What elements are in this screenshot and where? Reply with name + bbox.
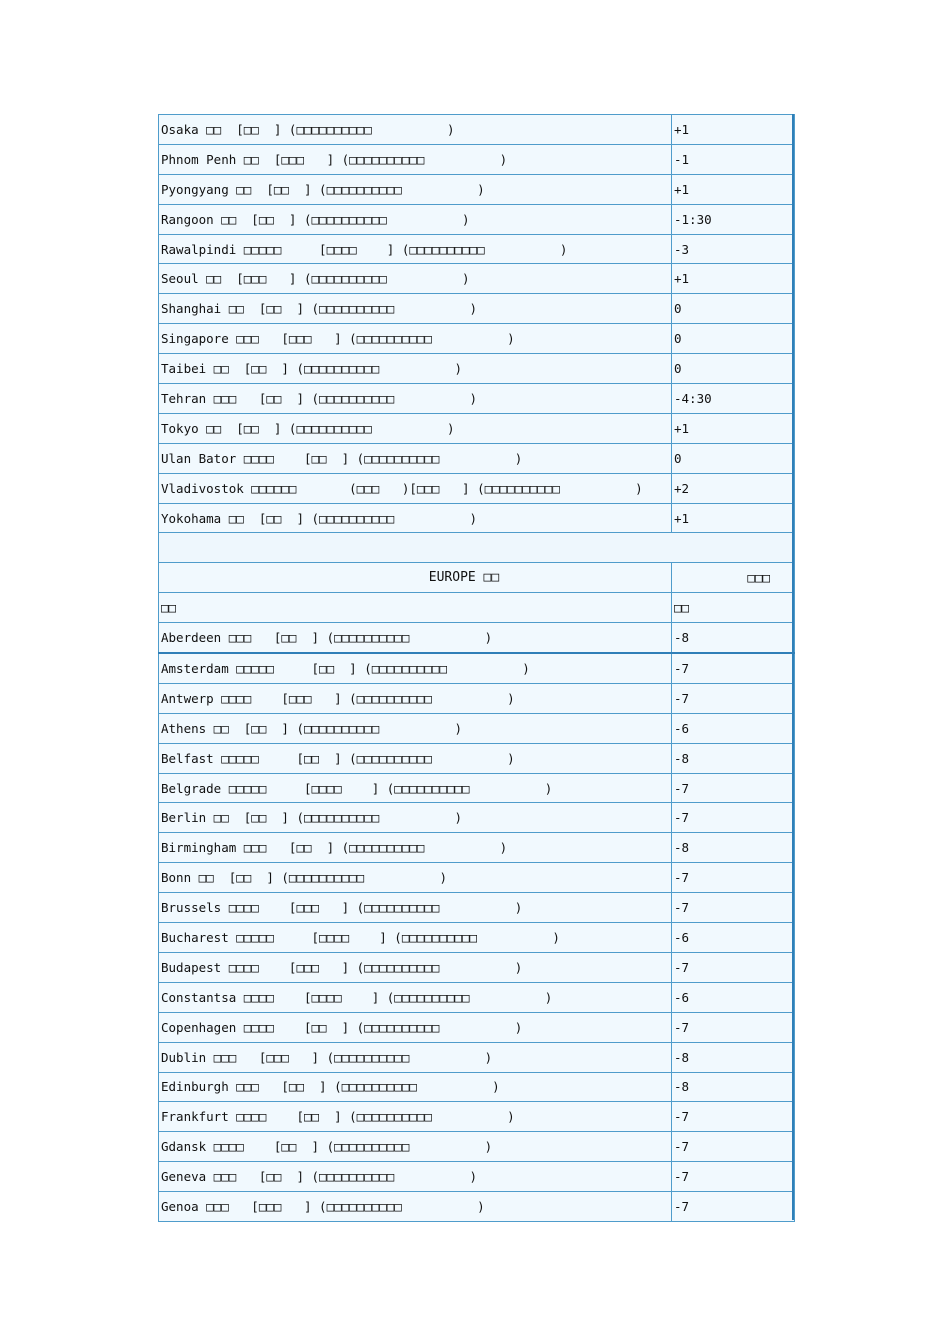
table-row <box>159 1042 795 1072</box>
table-row <box>159 1012 795 1042</box>
city-name-cell: Rangoon □□ [□□ ] (□□□□□□□□□□ ) <box>159 204 672 234</box>
asia-section <box>159 115 795 533</box>
table-row <box>159 683 795 713</box>
table-row <box>159 1192 795 1222</box>
table-row <box>159 324 795 354</box>
table-row <box>159 653 795 683</box>
diff-column-label: □□ <box>672 593 795 623</box>
table-row <box>159 1132 795 1162</box>
time-difference-cell: +1 <box>672 264 795 294</box>
city-name-cell: Tehran □□□ [□□ ] (□□□□□□□□□□ ) <box>159 384 672 414</box>
time-difference-cell: +1 <box>672 413 795 443</box>
table-row <box>159 893 795 923</box>
city-name-cell: Brussels □□□□ [□□□ ] (□□□□□□□□□□ ) <box>159 893 672 923</box>
city-name-cell: Vladivostok □□□□□□ (□□□ )[□□□ ] (□□□□□□□□□□ ) <box>159 473 672 503</box>
europe-section-title: EUROPE □□ <box>159 563 672 593</box>
time-difference-cell: +1 <box>672 174 795 204</box>
europe-header-row <box>159 563 795 593</box>
table-row <box>159 264 795 294</box>
table-row <box>159 384 795 414</box>
time-difference-cell: -7 <box>672 803 795 833</box>
city-name-cell: Osaka □□ [□□ ] (□□□□□□□□□□ ) <box>159 115 672 145</box>
table-row <box>159 174 795 204</box>
table-row <box>159 413 795 443</box>
time-difference-cell: -3 <box>672 234 795 264</box>
time-difference-cell: -7 <box>672 1012 795 1042</box>
timezone-table <box>158 114 795 1222</box>
time-difference-cell: -7 <box>672 1132 795 1162</box>
table-row <box>159 115 795 145</box>
city-name-cell: Amsterdam □□□□□ [□□ ] (□□□□□□□□□□ ) <box>159 653 672 683</box>
table-row <box>159 503 795 533</box>
table-row <box>159 354 795 384</box>
city-name-cell: Taibei □□ [□□ ] (□□□□□□□□□□ ) <box>159 354 672 384</box>
time-difference-cell: -8 <box>672 743 795 773</box>
table-row <box>159 1162 795 1192</box>
time-difference-cell: 0 <box>672 324 795 354</box>
city-name-cell: Ulan Bator □□□□ [□□ ] (□□□□□□□□□□ ) <box>159 443 672 473</box>
time-difference-cell: -7 <box>672 893 795 923</box>
city-name-cell: Genoa □□□ [□□□ ] (□□□□□□□□□□ ) <box>159 1192 672 1222</box>
city-name-cell: Tokyo □□ [□□ ] (□□□□□□□□□□ ) <box>159 413 672 443</box>
time-difference-cell: -8 <box>672 1072 795 1102</box>
city-name-cell: Seoul □□ [□□□ ] (□□□□□□□□□□ ) <box>159 264 672 294</box>
city-name-cell: Singapore □□□ [□□□ ] (□□□□□□□□□□ ) <box>159 324 672 354</box>
table-row <box>159 443 795 473</box>
city-name-cell: Copenhagen □□□□ [□□ ] (□□□□□□□□□□ ) <box>159 1012 672 1042</box>
time-difference-cell: -7 <box>672 653 795 683</box>
city-name-cell: Yokohama □□ [□□ ] (□□□□□□□□□□ ) <box>159 503 672 533</box>
time-difference-cell: +1 <box>672 503 795 533</box>
table-row <box>159 863 795 893</box>
city-name-cell: Aberdeen □□□ [□□ ] (□□□□□□□□□□ ) <box>159 623 672 653</box>
time-difference-cell: -4:30 <box>672 384 795 414</box>
time-difference-cell: -6 <box>672 713 795 743</box>
column-subheader-row <box>159 593 795 623</box>
time-difference-cell: -6 <box>672 982 795 1012</box>
table-row <box>159 204 795 234</box>
city-name-cell: Shanghai □□ [□□ ] (□□□□□□□□□□ ) <box>159 294 672 324</box>
time-difference-cell: -7 <box>672 1102 795 1132</box>
table-row <box>159 1072 795 1102</box>
time-difference-cell: -7 <box>672 1192 795 1222</box>
city-name-cell: Dublin □□□ [□□□ ] (□□□□□□□□□□ ) <box>159 1042 672 1072</box>
city-name-cell: Athens □□ [□□ ] (□□□□□□□□□□ ) <box>159 713 672 743</box>
city-name-cell: Belgrade □□□□□ [□□□□ ] (□□□□□□□□□□ ) <box>159 773 672 803</box>
section-separator <box>159 533 795 623</box>
table-row <box>159 473 795 503</box>
table-row <box>159 803 795 833</box>
city-name-cell: Phnom Penh □□ [□□□ ] (□□□□□□□□□□ ) <box>159 144 672 174</box>
time-difference-cell: 0 <box>672 354 795 384</box>
city-name-cell: Gdansk □□□□ [□□ ] (□□□□□□□□□□ ) <box>159 1132 672 1162</box>
table-row <box>159 144 795 174</box>
city-name-cell: Constantsa □□□□ [□□□□ ] (□□□□□□□□□□ ) <box>159 982 672 1012</box>
table-row <box>159 623 795 653</box>
time-difference-cell: -6 <box>672 923 795 953</box>
time-difference-cell: -8 <box>672 1042 795 1072</box>
time-difference-cell: -7 <box>672 773 795 803</box>
table-row <box>159 713 795 743</box>
table-row <box>159 743 795 773</box>
time-difference-cell: -8 <box>672 623 795 653</box>
city-name-cell: Bucharest □□□□□ [□□□□ ] (□□□□□□□□□□ ) <box>159 923 672 953</box>
city-name-cell: Pyongyang □□ [□□ ] (□□□□□□□□□□ ) <box>159 174 672 204</box>
table-row <box>159 234 795 264</box>
city-name-cell: Rawalpindi □□□□□ [□□□□ ] (□□□□□□□□□□ ) <box>159 234 672 264</box>
table-row <box>159 294 795 324</box>
time-difference-cell: -8 <box>672 833 795 863</box>
europe-section <box>159 623 795 1222</box>
time-difference-cell: +1 <box>672 115 795 145</box>
table-row <box>159 1102 795 1132</box>
table-row <box>159 923 795 953</box>
time-difference-cell: -7 <box>672 863 795 893</box>
time-difference-cell: 0 <box>672 294 795 324</box>
city-name-cell: Budapest □□□□ [□□□ ] (□□□□□□□□□□ ) <box>159 952 672 982</box>
table-right-border <box>792 114 794 1220</box>
city-name-cell: Birmingham □□□ [□□ ] (□□□□□□□□□□ ) <box>159 833 672 863</box>
table-row <box>159 982 795 1012</box>
time-difference-cell: -7 <box>672 952 795 982</box>
city-column-label: □□ <box>159 593 672 623</box>
city-name-cell: Antwerp □□□□ [□□□ ] (□□□□□□□□□□ ) <box>159 683 672 713</box>
time-difference-cell: -1:30 <box>672 204 795 234</box>
time-difference-cell: 0 <box>672 443 795 473</box>
time-difference-cell: -7 <box>672 683 795 713</box>
city-name-cell: Geneva □□□ [□□ ] (□□□□□□□□□□ ) <box>159 1162 672 1192</box>
city-name-cell: Frankfurt □□□□ [□□ ] (□□□□□□□□□□ ) <box>159 1102 672 1132</box>
blank-cell <box>159 533 795 563</box>
time-difference-cell: -1 <box>672 144 795 174</box>
city-name-cell: Bonn □□ [□□ ] (□□□□□□□□□□ ) <box>159 863 672 893</box>
blank-row <box>159 533 795 563</box>
city-name-cell: Belfast □□□□□ [□□ ] (□□□□□□□□□□ ) <box>159 743 672 773</box>
time-difference-cell: -7 <box>672 1162 795 1192</box>
table-row <box>159 833 795 863</box>
table-row <box>159 952 795 982</box>
time-difference-cell: +2 <box>672 473 795 503</box>
time-diff-header: □□□ <box>672 563 795 593</box>
city-name-cell: Edinburgh □□□ [□□ ] (□□□□□□□□□□ ) <box>159 1072 672 1102</box>
table-row <box>159 773 795 803</box>
city-name-cell: Berlin □□ [□□ ] (□□□□□□□□□□ ) <box>159 803 672 833</box>
